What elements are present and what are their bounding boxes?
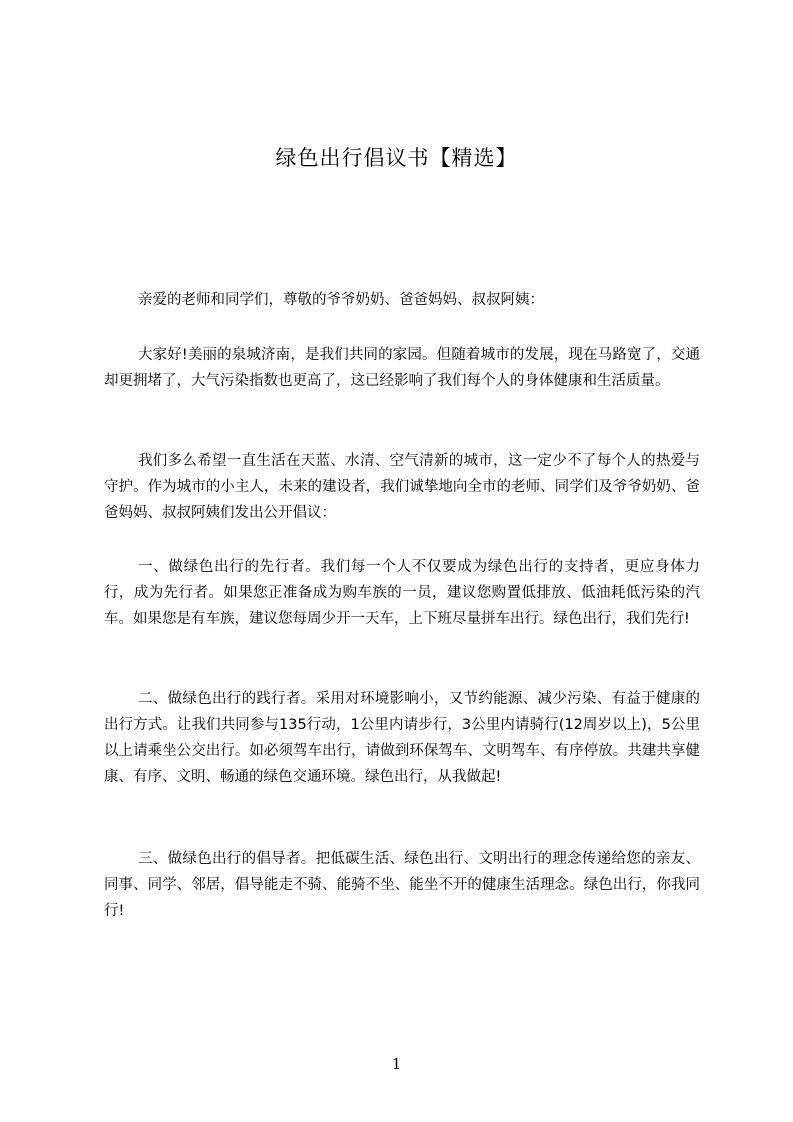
body-paragraph-2: 我们多么希望一直生活在天蓝、水清、空气清新的城市，这一定少不了每个人的热爱与守护。作为城市的小主人，未来的建设者，我们诚挚地向全市的老师、同学们及爷爷奶奶、爸爸妈妈、叔叔阿姨们发出公开倡议： (104, 453, 700, 521)
page-number: 1 (391, 1055, 402, 1073)
body-paragraph-3: 一、做绿色出行的先行者。我们每一个人不仅要成为绿色出行的支持者，更应身体力行，成为先行者。如果您正准备成为购车族的一员，建议您购置低排放、低油耗低污染的汽车。如果您是有车族，建议您每周少开一天车，上下班尽量拼车出行。绿色出行，我们先行! (104, 559, 700, 627)
body-paragraph-5: 三、做绿色出行的倡导者。把低碳生活、绿色出行、文明出行的理念传递给您的亲友、同事、同学、邻居，倡导能走不骑、能骑不坐、能坐不开的健康生活理念。绿色出行，你我同行! (104, 851, 700, 919)
document-title: 绿色出行倡议书【精选】 (275, 146, 518, 170)
body-paragraph-4: 二、做绿色出行的践行者。采用对环境影响小，又节约能源、减少污染、有益于健康的出行方式。让我们共同参与135行动，1公里内请步行，3公里内请骑行(12周岁以上)，5公里以上请乘坐公交出行。如必须驾车出行，请做到环保驾车、文明驾车、有序停放。共建共享健康、有序、文明、畅通的绿色交通环境。绿色出行，从我做起! (104, 691, 700, 785)
body-paragraph-1: 大家好!美丽的泉城济南，是我们共同的家园。但随着城市的发展，现在马路宽了，交通却更拥堵了，大气污染指数也更高了，这已经影响了我们每个人的身体健康和生活质量。 (104, 347, 700, 389)
salutation-paragraph: 亲爱的老师和同学们，尊敬的爷爷奶奶、爸爸妈妈、叔叔阿姨： (138, 292, 544, 308)
